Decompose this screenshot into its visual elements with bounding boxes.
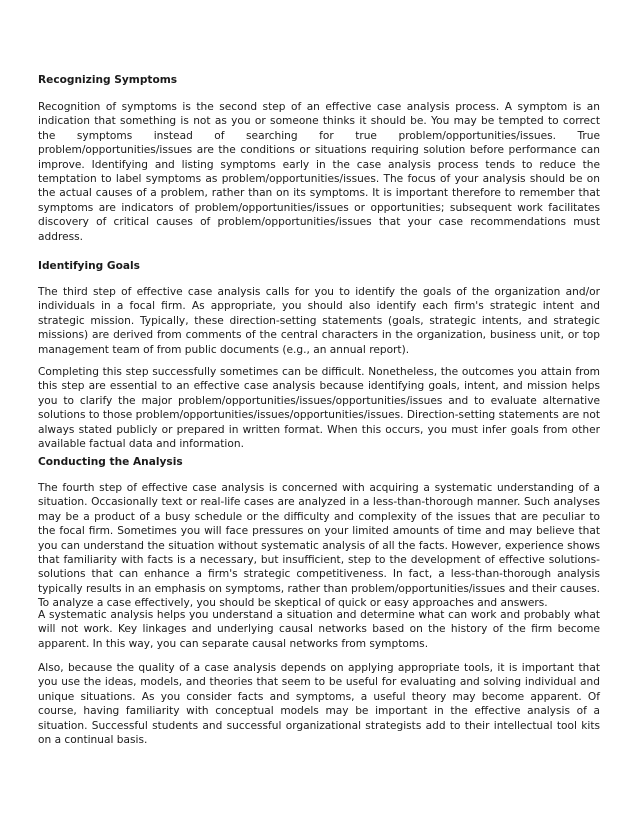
section-heading-identifying-goals: Identifying Goals	[38, 260, 140, 272]
paragraph: Recognition of symptoms is the second step of an effective case analysis process. A symptom is an indication that something is not as you or someone thinks it should be. You may be tempted to correct the symptoms instead of searching for true problem/opportunities/issues. True problem/opportunities/issues are the conditions or situations requiring solution before performance can improve. Identifying and listing symptoms early in the case analysis process tends to reduce the temptation to label symptoms as problem/opportunities/issues. The focus of your analysis should be on the actual causes of a problem, rather than on its symptoms. It is important therefore to remember that symptoms are indicators of problem/opportunities/issues or opportunities; subsequent work facilitates discovery of critical causes of problem/opportunities/issues that your case recommendations must address.	[38, 101, 600, 243]
paragraph: The fourth step of effective case analysis is concerned with acquiring a systematic understanding of a situation. Occasionally text or real-life cases are analyzed in a less-than-thorough manner. Such analyses may be a product of a busy schedule or the difficulty and complexity of the issues that are peculiar to the focal firm. Sometimes you will face pressures on your limited amounts of time and may believe that you can understand the situation without systematic analysis of all the facts. However, experience shows that familiarity with facts is a necessary, but insufficient, step to the development of effective solutions-solutions that can enhance a firm's strategic competitiveness. In fact, a less-than-thorough analysis typically results in an emphasis on symptoms, rather than problem/opportunities/issues and their causes. To analyze a case effectively, you should be skeptical of quick or easy approaches and answers.	[38, 482, 600, 610]
paragraph: Completing this step successfully sometimes can be difficult. Nonetheless, the outcomes you attain from this step are essential to an effective case analysis because identifying goals, intent, and mission helps you to clarify the major problem/opportunities/issues/opportunities/issues and to evaluate alternative solutions to those problem/opportunities/issues/opportunities/issues. Direction-setting statements are not always stated publicly or prepared in written format. When this occurs, you must infer goals from other available factual data and information.	[38, 366, 600, 451]
paragraph: The third step of effective case analysis calls for you to identify the goals of the organization and/or individuals in a focal firm. As appropriate, you should also identify each firm's strategic intent and strategic mission. Typically, these direction-setting statements (goals, strategic intents, and strategic missions) are derived from comments of the central characters in the organization, business unit, or top management team of from public documents (e.g., an annual report).	[38, 286, 600, 356]
section-heading-conducting-the-analysis: Conducting the Analysis	[38, 456, 183, 468]
paragraph: A systematic analysis helps you understand a situation and determine what can work and probably what will not work. Key linkages and underlying causal networks based on the history of the firm become apparent. In this way, you can separate causal networks from symptoms.	[38, 609, 600, 650]
paragraph: Also, because the quality of a case analysis depends on applying appropriate tools, it is important that you use the ideas, models, and theories that seem to be useful for evaluating and solving individual and unique situations. As you consider facts and symptoms, a useful theory may become apparent. Of course, having familiarity with conceptual models may be important in the effective analysis of a situation. Successful students and successful organizational strategists add to their intellectual tool kits on a continual basis.	[38, 662, 600, 747]
section-heading-recognizing-symptoms: Recognizing Symptoms	[38, 74, 178, 86]
